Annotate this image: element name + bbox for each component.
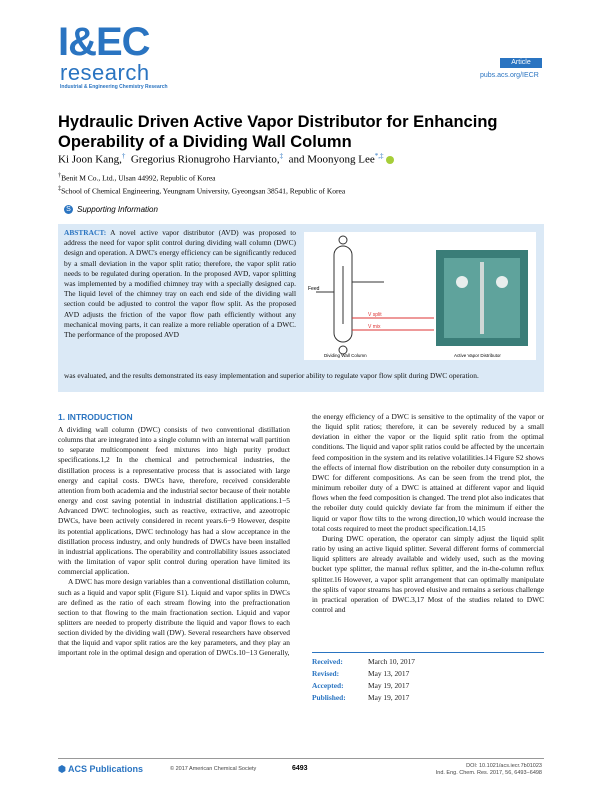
publisher-name: ACS Publications xyxy=(68,764,144,774)
paragraph: the energy efficiency of a DWC is sensitive to the optimality of the vapor or the liquid split ratios; therefore, it can be severely reduced by a small deviation in either the vapor or the liquid split ratio from the optimal conditions. The liquid and vapor split ratios could be affected by the uncertain feed composition in the system and its relative volatilities.14 Figure S2 shows the effects of internal flow distribution on the reboiler duty consumption in a DWC for different compositions. As can be seen from the trend plot, the minimum reboiler duty of a DWC is attained at different vapor and liquid flows when the feed composition is changed. The trend plot also indicates that the reboiler duty could quickly deviate far from the minimum if either the liquid or vapor flow tilts to the wrong direction,10 which would increase the total costs required to meet the product specification.14,15 xyxy=(312,412,544,533)
journal-url-link[interactable]: pubs.acs.org/IECR xyxy=(480,72,539,79)
date-value: May 19, 2017 xyxy=(368,681,410,690)
toc-graphic xyxy=(304,232,536,360)
supporting-information-link[interactable] xyxy=(64,205,158,214)
author-name[interactable]: and Moonyong Lee xyxy=(288,153,375,166)
affiliation xyxy=(58,172,215,183)
avd-cap xyxy=(496,276,508,288)
affiliation-mark: ‡ xyxy=(58,185,62,192)
author-name[interactable]: Gregorius Rionugroho Harvianto, xyxy=(130,153,280,166)
author-mark: † xyxy=(121,152,126,160)
abstract-body: A novel active vapor distributor (AVD) was proposed to address the need for vapor split control during dividing wall column (DWC) design and operation. A DWC's energy efficiency can be significantly reduced by a small deviation in the vapor split ratio; therefore, the vapor split ratio needs to be regulated during operation. In the proposed AVD, vapor splitting was implemented by a modified chimney tray with a specially designed cap. The liquid level of the chimney tray on each end side of the dividing wall section could be adjusted to control the vapor flow split. As the proposed AVD adjusts the friction of the vapor flow path efficiently without any mechanical moving parts, it can realize a more reliable operation of a DWC. The performance of the proposed AVD xyxy=(64,228,296,340)
dates-divider xyxy=(312,652,544,653)
date-value: May 19, 2017 xyxy=(368,693,410,702)
paragraph: During DWC operation, the operator can simply adjust the liquid split ratio by using an active liquid splitter. Several different forms of commercial liquid splitters are already available and widely used, such as the moving bucket type splitter, the manual reflux splitter, and the in-the-column reflux splitter.16 However, a vapor split arrangement that can optimally manipulate the splits of vapor streams has proved elusive and remains a serious challenge in practical operation of DWC.3,17 Most of the studies related to DWC control and xyxy=(312,533,544,614)
toc-caption-right: Active Vapor Distributor xyxy=(454,353,501,358)
paragraph: A DWC has more design variables than a conventional distillation column, such as a liquid and vapor split (Figure S1). Liquid and vapor splits in DWCs are defined as the ratio of each stream flowing into the prefractionation section to that flowing to the main fractionation section. Liquid and vapor splitters are needed to properly distribute the liquid and vapor flows to each section divided by the dividing wall (DW). Several researchers have observed that the liquid and vapor split ratios are the key parameters, and they play an important role in the optimal design and operation of DWCs.10−13 Generally, xyxy=(58,577,290,658)
journal-logo: I&EC xyxy=(58,20,150,64)
abstract-text xyxy=(64,228,296,340)
affiliation xyxy=(58,185,345,196)
footer-rule xyxy=(58,758,544,759)
date-label: Received: xyxy=(312,657,343,666)
vmix-label: V mix xyxy=(368,324,381,330)
date-row xyxy=(312,656,415,668)
doi-link[interactable]: DOI: 10.1021/acs.iecr.7b01023 xyxy=(466,763,542,769)
section-heading: 1. INTRODUCTION xyxy=(58,412,133,422)
article-title: Hydraulic Driven Active Vapor Distributor for Enhancing Operability of a Dividing Wall Column xyxy=(58,113,498,151)
citation: Ind. Eng. Chem. Res. 2017, 56, 6493−6498 xyxy=(435,770,542,776)
acs-hexagon-icon: ⬢ xyxy=(58,764,66,774)
author-name[interactable]: Ki Joon Kang, xyxy=(58,153,122,166)
article-dates xyxy=(312,656,415,704)
orcid-icon[interactable] xyxy=(386,156,394,164)
date-label: Revised: xyxy=(312,669,340,678)
toc-diagram xyxy=(304,232,536,360)
body-column-left xyxy=(58,425,290,659)
affiliation-text: School of Chemical Engineering, Yeungnam University, Gyeongsan 38541, Republic of Korea xyxy=(61,186,346,196)
copyright: © 2017 American Chemical Society xyxy=(170,766,257,772)
date-row xyxy=(312,692,415,704)
abstract-tail: was evaluated, and the results demonstrated its easy implementation and superior ability to regulate vapor flow split during DWC operation. xyxy=(64,371,479,380)
date-label: Published: xyxy=(312,693,346,702)
journal-logo-subtitle: Industrial & Engineering Chemistry Research xyxy=(60,84,168,90)
body-column-right xyxy=(312,412,544,615)
article-type-badge: Article xyxy=(500,58,542,68)
supporting-info-icon: S xyxy=(64,205,73,214)
toc-caption-left: Dividing Wall Column xyxy=(324,353,367,358)
condenser xyxy=(339,236,347,244)
date-value: March 10, 2017 xyxy=(368,657,416,666)
journal-logo-research: research xyxy=(60,60,150,85)
paragraph: A dividing wall column (DWC) consists of two conventional distillation columns that are integrated into a single column with an internal wall partition to separate multicomponent feed mixtures into high purity product specifications.1,2 In the chemical and petrochemical industries, the distillation process is a representative process that is associated with large energy and capital costs. DWCs have, therefore, received considerable attention from both academia and the industrial sector because of their notable energy and cost saving potential in industrial distillation applications.1−5 Advanced DWC technologies, such as reactive, extractive, and azeotropic DWCs, have been actively considered in recent years.6−9 However, despite its potential applications, DWC technology has had a slow acceptance in the distillation process industry, and only hundreds of DWCs have been installed in industrial applications. The operability and controllability issues associated with the limitation of vapor split control during operation have limited its commercial application. xyxy=(58,425,290,577)
abstract-label: ABSTRACT: xyxy=(64,228,107,237)
author-mark: ‡ xyxy=(279,152,284,160)
date-row xyxy=(312,668,415,680)
author-mark: *,‡ xyxy=(374,152,384,160)
avd-dividing-wall xyxy=(480,262,484,334)
feed-label: Feed xyxy=(308,286,320,292)
date-label: Accepted: xyxy=(312,681,344,690)
date-row xyxy=(312,680,415,692)
avd-cap xyxy=(456,276,468,288)
affiliation-mark: † xyxy=(58,172,62,179)
supporting-info-label: Supporting Information xyxy=(77,205,158,214)
doi-block xyxy=(430,763,542,777)
page-number: 6493 xyxy=(292,765,308,772)
author-list xyxy=(58,152,394,166)
acs-publications-logo[interactable] xyxy=(58,764,143,775)
vsplit-label: V split xyxy=(368,312,382,318)
affiliation-text: Benit M Co., Ltd., Ulsan 44992, Republic of Korea xyxy=(61,173,216,183)
date-value: May 13, 2017 xyxy=(368,669,410,678)
